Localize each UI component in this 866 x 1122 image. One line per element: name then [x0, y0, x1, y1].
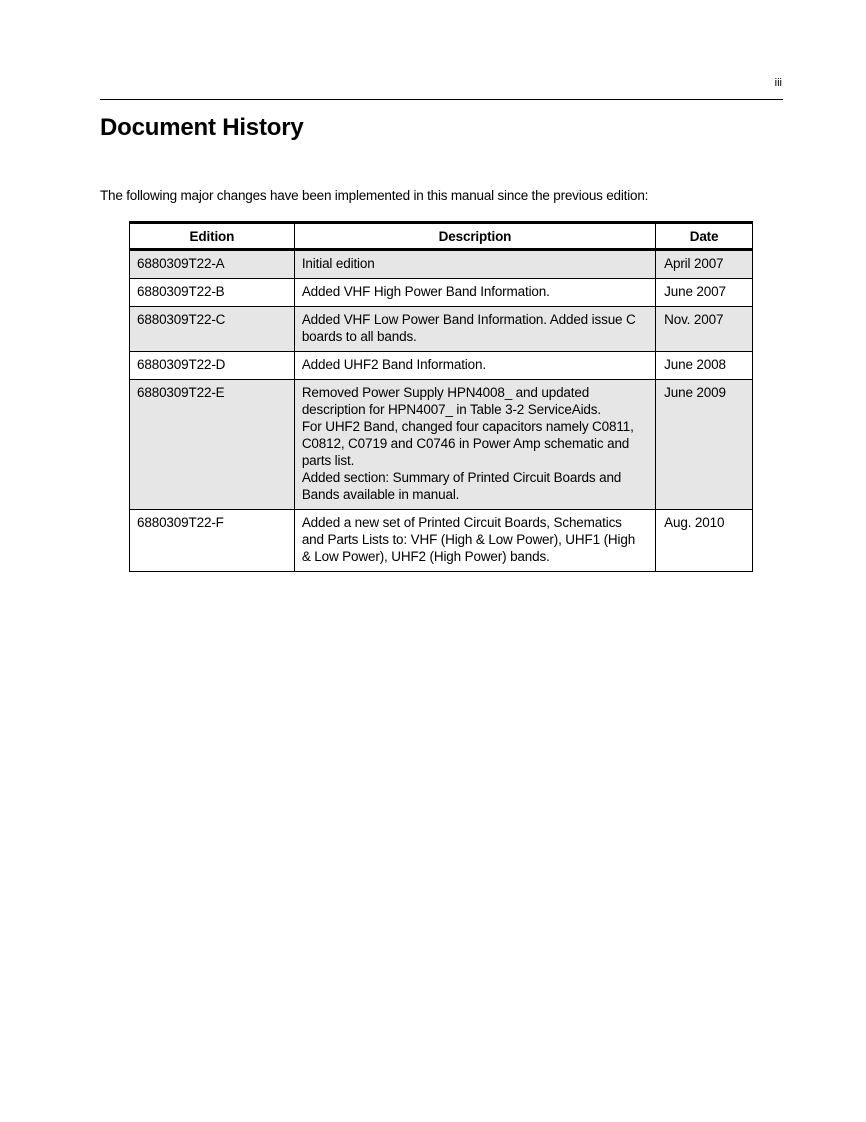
table-row — [130, 279, 753, 307]
description-cell — [294, 352, 655, 380]
header-date: Date — [656, 223, 753, 250]
table-row — [130, 307, 753, 352]
header-rule — [100, 99, 783, 100]
date-cell: June 2008 — [656, 352, 753, 380]
edition-cell: 6880309T22-E — [130, 380, 295, 510]
table-header-row — [130, 223, 753, 250]
description-text: Initial edition — [301, 256, 375, 271]
description-cell — [294, 307, 655, 352]
description-text: Removed Power Supply HPN4008_ and updated description for HPN4007_ in Table 3-2 ServiceAids. — [301, 385, 601, 417]
table-row — [130, 380, 753, 510]
description-cell — [294, 510, 655, 572]
page-number: iii — [774, 77, 782, 89]
header-edition: Edition — [130, 223, 295, 250]
header-description: Description — [294, 223, 655, 250]
table-row — [130, 510, 753, 572]
description-text: Added VHF High Power Band Information. — [301, 284, 550, 299]
description-text: Added VHF Low Power Band Information. Added issue C boards to all bands. — [301, 312, 636, 344]
date-cell: Nov. 2007 — [656, 307, 753, 352]
edition-cell: 6880309T22-C — [130, 307, 295, 352]
date-cell: Aug. 2010 — [656, 510, 753, 572]
edition-cell: 6880309T22-B — [130, 279, 295, 307]
description-cell — [294, 380, 655, 510]
description-text: Added UHF2 Band Information. — [301, 357, 486, 372]
description-text: Added a new set of Printed Circuit Boards, Schematics and Parts Lists to: VHF (High & Low Power), UHF1 (High & Low Power), UHF2 (High Power) bands. — [301, 515, 636, 564]
description-text: Added section: Summary of Printed Circuit Boards and Bands available in manual. — [301, 470, 622, 502]
description-cell — [294, 279, 655, 307]
description-text: For UHF2 Band, changed four capacitors namely C0811, C0812, C0719 and C0746 in Power Amp schematic and parts list. — [301, 419, 634, 468]
edition-cell: 6880309T22-F — [130, 510, 295, 572]
intro-paragraph: The following major changes have been implemented in this manual since the previous edition: — [100, 188, 649, 203]
document-history-table — [129, 221, 753, 572]
description-cell — [294, 250, 655, 279]
edition-cell: 6880309T22-D — [130, 352, 295, 380]
table-row — [130, 352, 753, 380]
page-title: Document History — [100, 114, 304, 141]
date-cell: April 2007 — [656, 250, 753, 279]
edition-cell: 6880309T22-A — [130, 250, 295, 279]
date-cell: June 2007 — [656, 279, 753, 307]
date-cell: June 2009 — [656, 380, 753, 510]
table-row — [130, 250, 753, 279]
